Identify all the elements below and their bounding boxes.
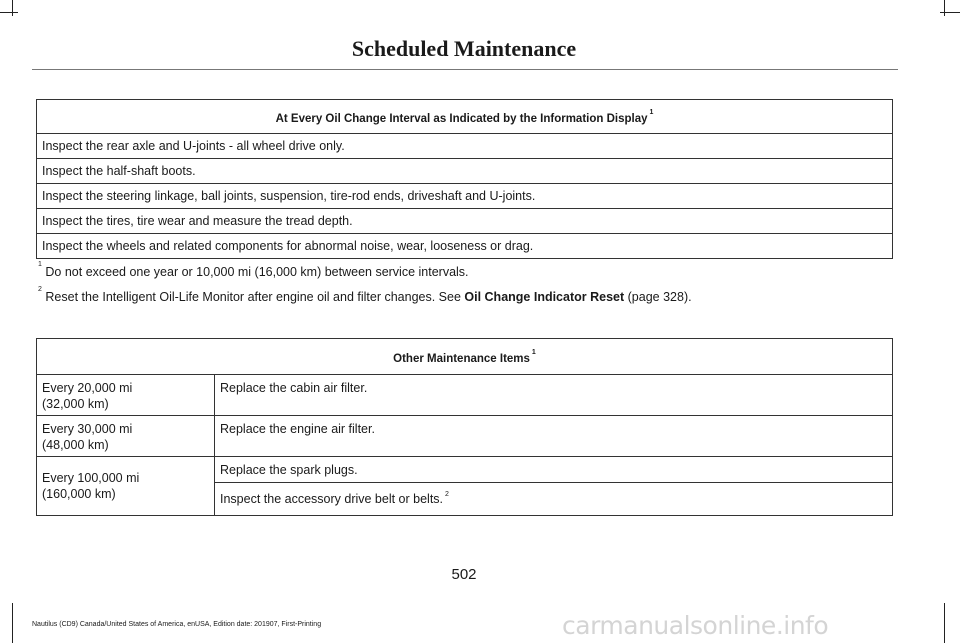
crop-mark — [0, 12, 18, 13]
footnote-page-ref: (page 328). — [627, 290, 692, 304]
table-cell: Inspect the rear axle and U-joints - all wheel drive only. — [37, 134, 893, 159]
table-cell: Inspect the half-shaft boots. — [37, 159, 893, 184]
action-cell: Replace the engine air filter. — [215, 416, 893, 457]
page-number: 502 — [451, 566, 477, 583]
crop-mark — [12, 603, 13, 643]
table-row — [37, 416, 893, 457]
cross-reference-link[interactable]: Oil Change Indicator Reset — [464, 290, 625, 304]
table-header-row — [37, 339, 893, 375]
table-row — [37, 375, 893, 416]
table-row — [37, 457, 893, 483]
crop-mark — [940, 12, 960, 13]
footnote-mark: 2 — [38, 286, 42, 293]
interval-km: (160,000 km) — [42, 487, 116, 501]
interval-km: (32,000 km) — [42, 397, 109, 411]
table-row — [37, 234, 893, 259]
table-row — [37, 134, 893, 159]
table-cell: Inspect the wheels and related components for abnormal noise, wear, looseness or drag. — [37, 234, 893, 259]
action-text: Inspect the accessory drive belt or belts. — [220, 492, 444, 506]
interval-cell — [37, 457, 215, 516]
page-title: Scheduled Maintenance — [351, 36, 577, 61]
footnote-ref: 2 — [445, 491, 449, 498]
table-row — [37, 209, 893, 234]
table-header — [37, 100, 893, 134]
table-row — [37, 184, 893, 209]
table-header-row — [37, 100, 893, 134]
watermark: carmanualsonline.info — [562, 611, 829, 640]
crop-mark — [12, 0, 13, 16]
interval-miles: Every 100,000 mi — [42, 471, 140, 485]
action-cell: Replace the spark plugs. — [215, 457, 893, 483]
footnote-ref: 1 — [531, 348, 536, 356]
footnote-1 — [36, 261, 469, 279]
other-maintenance-table — [36, 338, 893, 516]
footnote-mark: 1 — [38, 261, 42, 268]
footnote-text: Do not exceed one year or 10,000 mi (16,000 km) between service intervals. — [45, 265, 469, 279]
interval-miles: Every 30,000 mi — [42, 422, 133, 436]
table-cell: Inspect the steering linkage, ball joints, suspension, tire-rod ends, driveshaft and U-joints. — [37, 184, 893, 209]
table-cell: Inspect the tires, tire wear and measure the tread depth. — [37, 209, 893, 234]
action-cell: Replace the cabin air filter. — [215, 375, 893, 416]
interval-cell — [37, 416, 215, 457]
table-row — [37, 159, 893, 184]
crop-mark — [944, 603, 945, 643]
crop-mark — [944, 0, 945, 16]
footnote-ref: 1 — [649, 108, 654, 116]
footnote-2 — [36, 286, 692, 304]
oil-change-table — [36, 99, 893, 259]
table-header — [37, 339, 893, 375]
table-header-label: Other Maintenance Items — [393, 352, 530, 365]
interval-cell — [37, 375, 215, 416]
edition-line: Nautilus (CD9) Canada/United States of America, enUSA, Edition date: 201907, First-Printing — [32, 621, 322, 628]
title-rule — [32, 69, 898, 70]
action-cell — [215, 483, 893, 516]
interval-km: (48,000 km) — [42, 438, 109, 452]
table-header-label: At Every Oil Change Interval as Indicated by the Information Display — [275, 112, 648, 125]
footnote-text: Reset the Intelligent Oil-Life Monitor after engine oil and filter changes. See — [45, 290, 461, 304]
interval-miles: Every 20,000 mi — [42, 381, 133, 395]
